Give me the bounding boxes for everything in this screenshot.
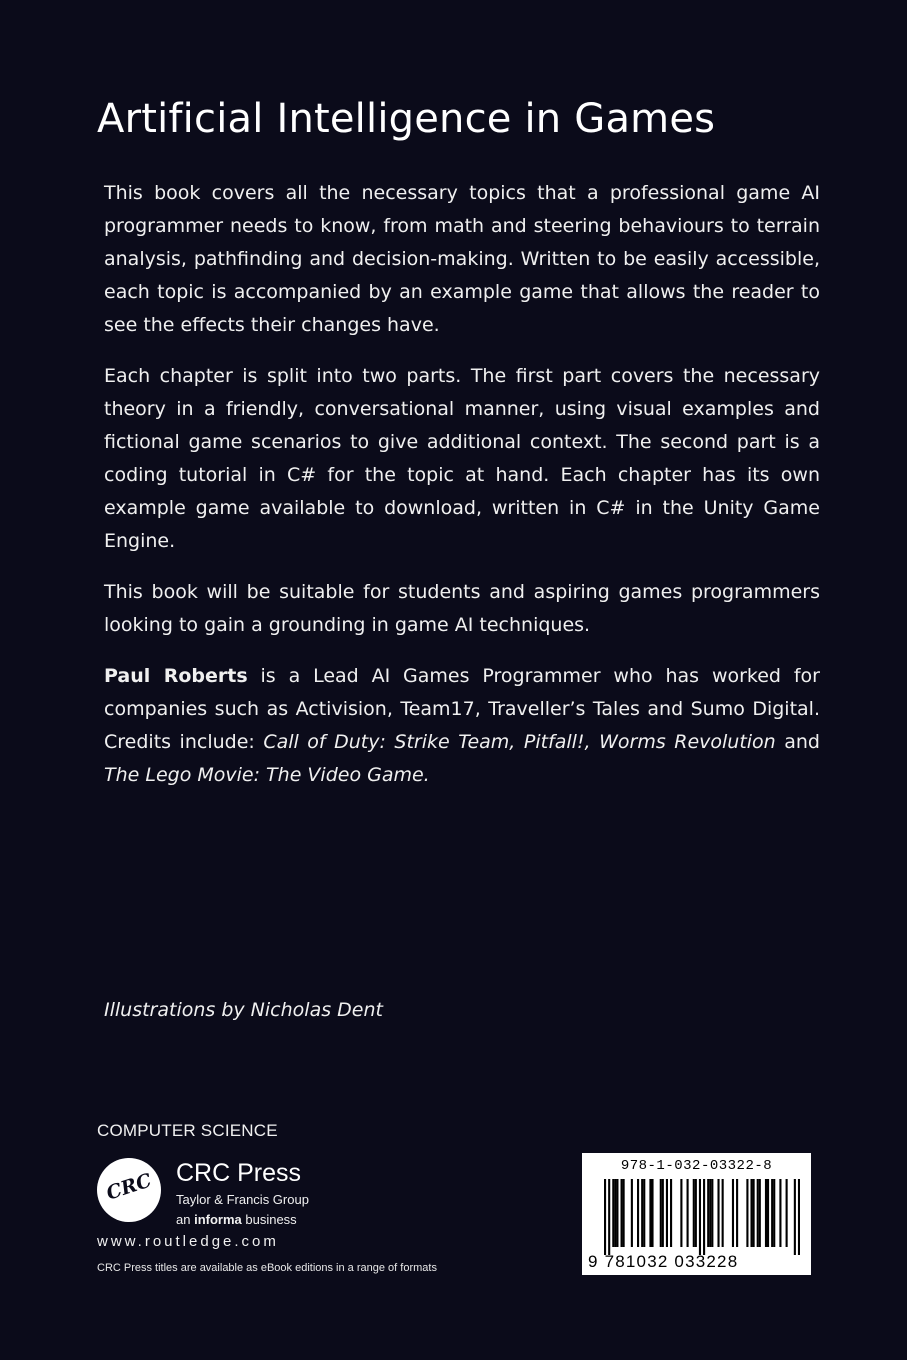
barcode-bar: [736, 1179, 738, 1247]
informa-suffix: business: [241, 1212, 297, 1227]
author-bio: [104, 660, 820, 792]
blurb-paragraph: This book covers all the necessary topics that a professional game AI programmer needs to know, from math and steering behaviours to terrain analysis, pathfinding and decision-making. Written to be easily accessible, each topic is accompanied by an example game that allows the reader to see the effects their changes have.: [104, 182, 820, 336]
blurb-paragraph: Each chapter is split into two parts. The first part covers the necessary theory in a friendly, conversational manner, using visual examples and fictional game scenarios to give additional context. The second part is a coding tutorial in C# for the topic at hand. Each chapter has its own example game available to download, written in C# in the Unity Game Engine.: [104, 365, 820, 552]
barcode-bar: [616, 1179, 618, 1247]
barcode-bar: [666, 1179, 668, 1247]
publisher-group: Taylor & Francis Group: [176, 1192, 309, 1207]
barcode-guard-bar: [794, 1179, 796, 1255]
barcode-bar: [660, 1179, 662, 1247]
barcode-guard-bar: [703, 1179, 705, 1255]
barcode-bar: [643, 1179, 645, 1247]
barcode-bar: [662, 1179, 664, 1247]
barcode-bar: [670, 1179, 672, 1247]
barcode-bar: [631, 1179, 633, 1247]
subject-category: COMPUTER SCIENCE: [97, 1121, 278, 1140]
barcode-bar: [709, 1179, 711, 1247]
barcode-bar: [695, 1179, 697, 1247]
author-name: Paul Roberts: [104, 665, 248, 687]
barcode-bar: [722, 1179, 724, 1247]
barcode-bar: [711, 1179, 713, 1247]
barcode-bar: [732, 1179, 734, 1247]
barcode-bar: [717, 1179, 719, 1247]
barcode-guard-bar: [608, 1179, 610, 1255]
barcode-bar: [707, 1179, 709, 1247]
barcode-bar: [693, 1179, 695, 1247]
barcode-bar: [637, 1179, 639, 1247]
barcode-bar: [759, 1179, 761, 1247]
illustrations-credit: Illustrations by Nicholas Dent: [104, 999, 383, 1021]
book-title: Artificial Intelligence in Games: [97, 96, 716, 142]
barcode-guard-bar: [699, 1179, 701, 1255]
informa-prefix: an: [176, 1212, 195, 1227]
barcode-bar: [771, 1179, 773, 1247]
barcode-bars: [604, 1179, 800, 1255]
barcode-guard-bar: [604, 1179, 606, 1255]
isbn-barcode: [582, 1153, 811, 1275]
publisher-block: [97, 1158, 357, 1228]
barcode-digits: 9 781032 033228: [588, 1252, 739, 1271]
barcode-bar: [649, 1179, 651, 1247]
barcode-bar: [641, 1179, 643, 1247]
barcode-bar: [623, 1179, 625, 1247]
publisher-website: www.routledge.com: [97, 1233, 279, 1250]
barcode-bar: [750, 1179, 752, 1247]
barcode-bar: [651, 1179, 653, 1247]
blurb-paragraph: This book will be suitable for students and aspiring games programmers looking to gain a grounding in game AI techniques.: [104, 581, 820, 636]
publisher-name: CRC Press: [176, 1159, 302, 1187]
barcode-bar: [757, 1179, 759, 1247]
informa-brand: informa: [194, 1212, 242, 1227]
barcode-bar: [753, 1179, 755, 1247]
barcode-bar: [767, 1179, 769, 1247]
crc-logo-text: CRC: [103, 1169, 155, 1205]
author-credits: Call of Duty: Strike Team, Pitfall!, Worms Revolution: [263, 731, 776, 753]
publisher-parent: [176, 1212, 297, 1227]
author-bio-intro: is a Lead AI Games Programmer who has worked for companies such as Activision, Team17, Traveller’s Tales and Sumo Digital. Credits include:: [104, 665, 820, 753]
barcode-bar: [680, 1179, 682, 1247]
barcode-bar: [687, 1179, 689, 1247]
barcode-bar: [614, 1179, 616, 1247]
author-credits-last: The Lego Movie: The Video Game.: [104, 764, 430, 786]
author-bio-and: and: [775, 731, 820, 753]
isbn-number: 978-1-032-03322-8: [620, 1158, 773, 1174]
barcode-bar: [612, 1179, 614, 1247]
barcode-guard-bar: [798, 1179, 800, 1255]
barcode-bar: [765, 1179, 767, 1247]
blurb: [104, 177, 820, 810]
barcode-bar: [786, 1179, 788, 1247]
crc-logo-icon: [97, 1158, 161, 1222]
barcode-bar: [779, 1179, 781, 1247]
barcode-bar: [773, 1179, 775, 1247]
ebook-note: CRC Press titles are available as eBook editions in a range of formats: [97, 1262, 437, 1274]
barcode-bar: [621, 1179, 623, 1247]
barcode-bar: [746, 1179, 748, 1247]
